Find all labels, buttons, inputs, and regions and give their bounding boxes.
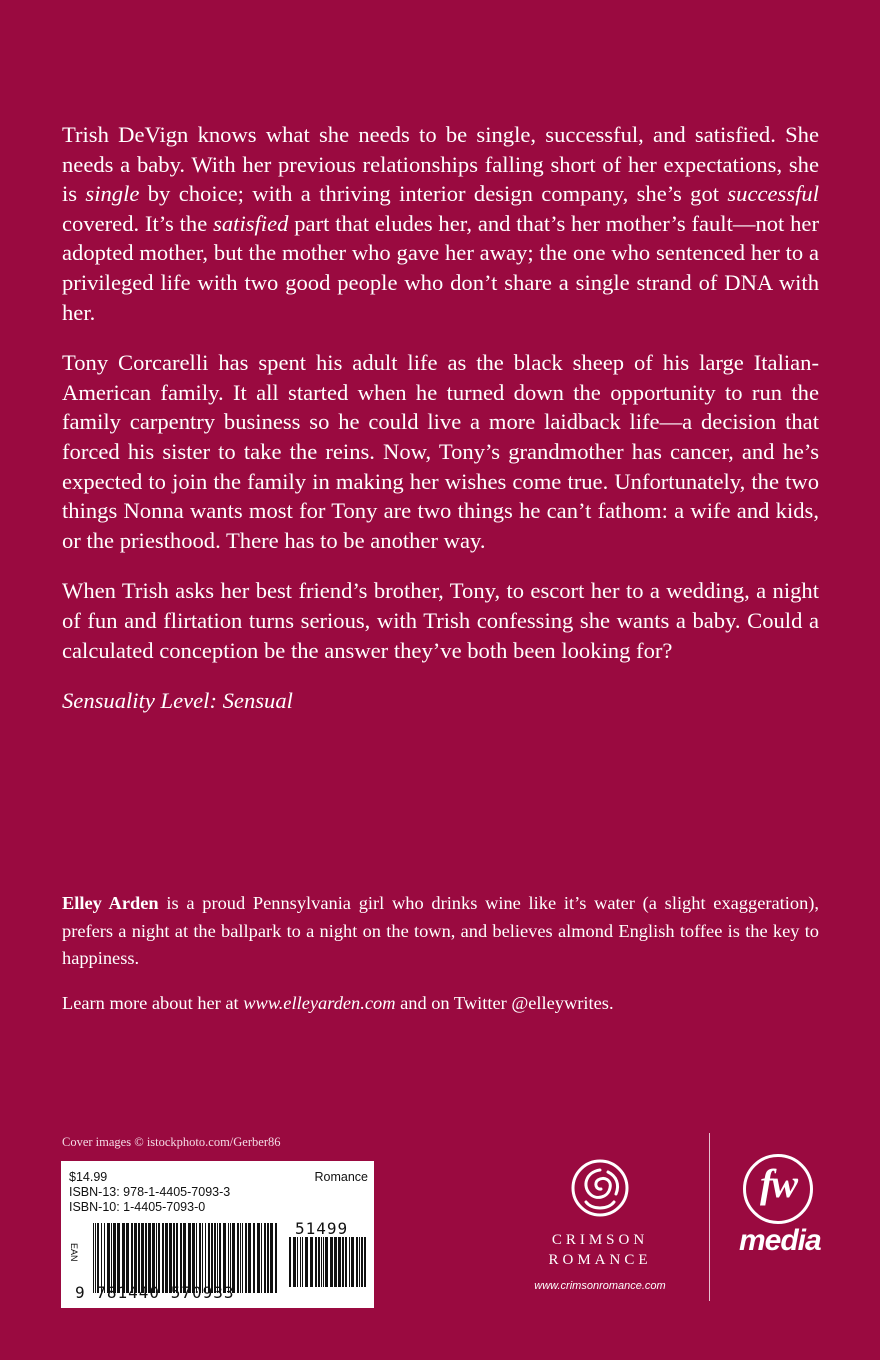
- author-bio: [62, 890, 819, 1034]
- barcode-bar: [345, 1237, 347, 1287]
- barcode-bar: [342, 1237, 344, 1287]
- logo-divider: [709, 1133, 710, 1301]
- isbn-13: ISBN-13: 978-1-4405-7093-3: [69, 1185, 231, 1199]
- barcode-bar: [300, 1237, 301, 1287]
- barcode-addon-digits: 51499: [295, 1219, 349, 1238]
- barcode-bar: [289, 1237, 291, 1287]
- barcode-bar: [330, 1237, 333, 1287]
- barcode-bar: [315, 1237, 317, 1287]
- barcode-bar: [338, 1237, 341, 1287]
- cover-image-credit: Cover images © istockphoto.com/Gerber86: [62, 1135, 281, 1149]
- price: $14.99: [69, 1170, 108, 1184]
- barcode-box: [61, 1161, 374, 1308]
- barcode-bar: [349, 1237, 350, 1287]
- barcode-digits: 9 781440 570933: [75, 1283, 235, 1302]
- isbn-10: ISBN-10: 1-4405-7093-0: [69, 1200, 206, 1214]
- barcode-addon-bars-icon: [289, 1237, 367, 1287]
- barcode-bar: [297, 1237, 298, 1287]
- barcode-bar: [318, 1237, 320, 1287]
- publisher-name-line-1: CRIMSON: [551, 1232, 649, 1248]
- barcode-bar: [334, 1237, 337, 1287]
- barcode-bar: [325, 1237, 328, 1287]
- emphasis-single: single: [85, 181, 140, 207]
- book-blurb: [62, 120, 819, 737]
- barcode-bar: [356, 1237, 358, 1287]
- barcode-bar: [293, 1237, 296, 1287]
- blurb-paragraph-2: Tony Corcarelli has spent his adult life as the black sheep of his large Italian-American family. It all started when he turned down the opportunity to run the family carpentry business so he could live a more laidback life—a decision that forced his sister to take the reins. Now, Tony’s grandmother has cancer, and he’s expected to join the family in making her wishes come true. Unfortunately, the two things Nonna wants most for Tony are two things he can’t fathom: a wife and kids, or the priesthood. There has to be another way.: [62, 350, 819, 553]
- barcode-bar: [361, 1237, 363, 1287]
- barcode-bar: [310, 1237, 313, 1287]
- barcode-bar: [305, 1237, 308, 1287]
- rose-icon: [568, 1158, 632, 1222]
- publisher-url: www.crimsonromance.com: [534, 1280, 666, 1292]
- barcode-bar: [364, 1237, 366, 1287]
- publisher-name-line-2: ROMANCE: [548, 1252, 652, 1268]
- barcode-bar: [323, 1237, 324, 1287]
- barcode-bar: [351, 1237, 354, 1287]
- author-bio-paragraph: Elley Arden is a proud Pennsylvania girl who drinks wine like it’s water (a slight exaggeration), prefers a night at the ballpark to a night on the town, and believes almond English toffee is the key to happiness.: [62, 893, 819, 968]
- barcode-bar: [359, 1237, 360, 1287]
- emphasis-satisfied: satisfied: [213, 210, 289, 236]
- barcode-bar: [321, 1237, 322, 1287]
- ean-label: EAN: [69, 1243, 79, 1262]
- crimson-romance-logo: [500, 1150, 700, 1300]
- fw-mark: fw: [760, 1161, 796, 1206]
- author-name: Elley Arden: [62, 893, 159, 913]
- sensuality-level: Sensuality Level: Sensual: [62, 688, 293, 714]
- blurb-paragraph-1: Trish DeVign knows what she needs to be single, successful, and satisfied. She needs a baby. With her previous relationships falling short of her expectations, she is single by choice; with a thriving interior design company, she’s got successful covered. It’s the satisfied part that eludes her, and that’s her mother’s fault—not her adopted mother, but the mother who gave her away; the one who sentenced her to a privileged life with two good people who don’t share a single strand of DNA with her.: [62, 122, 819, 325]
- fw-media-logo: [735, 1150, 825, 1280]
- genre-label: Romance: [314, 1170, 368, 1184]
- blurb-paragraph-3: When Trish asks her best friend’s brother, Tony, to escort her to a wedding, a night of fun and flirtation turns serious, with Trish confessing she wants a baby. Could a calculated conception be the answer they’ve both been looking for?: [62, 578, 819, 663]
- fw-media-wordmark: media: [739, 1224, 821, 1257]
- author-website: www.elleyarden.com: [243, 992, 396, 1013]
- barcode-bar: [302, 1237, 303, 1287]
- emphasis-successful: successful: [727, 181, 819, 207]
- learn-more-paragraph: Learn more about her at www.elleyarden.com and on Twitter @elleywrites.: [62, 992, 614, 1013]
